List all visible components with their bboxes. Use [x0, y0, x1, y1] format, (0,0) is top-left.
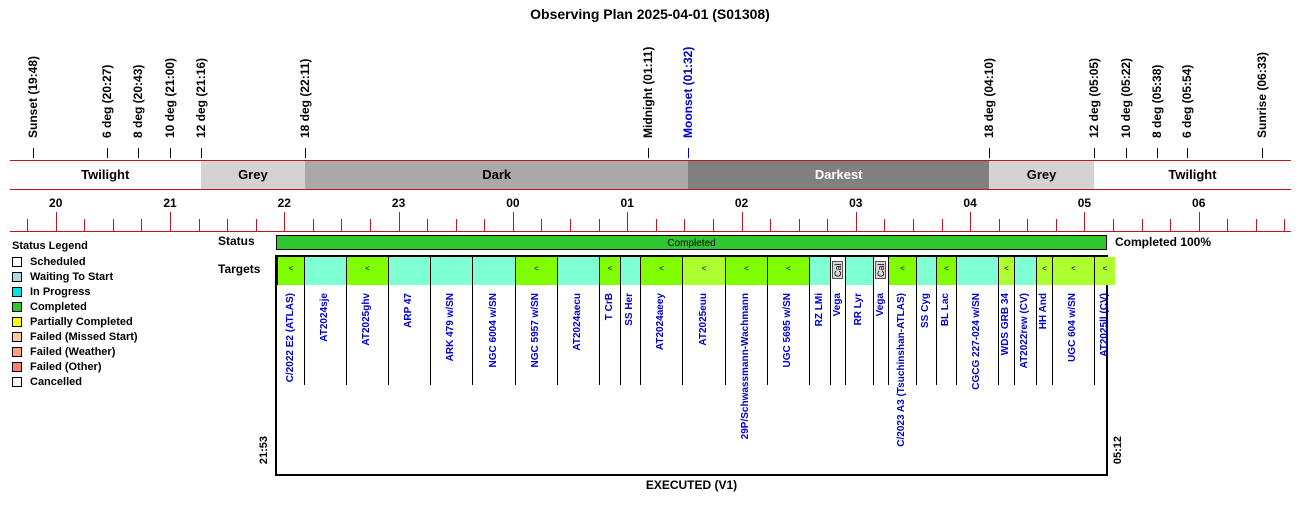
target-cell[interactable]: [557, 257, 599, 285]
target-separator: [557, 285, 558, 385]
legend-swatch: [12, 362, 22, 372]
quarter-tick: [256, 219, 257, 231]
target-marker: <: [701, 264, 707, 273]
quarter-tick: [541, 219, 542, 231]
target-cell[interactable]: [830, 257, 845, 285]
legend-label: Failed (Missed Start): [30, 331, 138, 343]
target-cell[interactable]: [430, 257, 472, 285]
target-separator: [830, 285, 831, 385]
target-name[interactable]: T CrB: [603, 293, 615, 321]
hour-tick: [170, 212, 171, 231]
legend-swatch: [12, 317, 22, 327]
target-separator: [599, 285, 600, 385]
event-label: 6 deg (05:54): [1180, 64, 1195, 138]
calibration-badge: Cal: [875, 261, 886, 279]
event-label: Sunset (19:48): [25, 55, 40, 138]
target-marker: <: [659, 264, 664, 273]
legend-item: [12, 376, 82, 390]
target-name[interactable]: Vega: [831, 293, 843, 317]
event-label: Moonset (01:32): [681, 46, 696, 138]
target-marker: <: [944, 264, 949, 273]
hour-label: 00: [506, 196, 520, 210]
legend-item: [12, 331, 138, 345]
target-separator: [640, 285, 641, 385]
quarter-tick: [1227, 219, 1228, 231]
period-dark: Dark: [305, 161, 688, 189]
status-bar[interactable]: Completed: [276, 235, 1107, 250]
target-separator: [873, 285, 874, 385]
legend-swatch: [12, 257, 22, 267]
quarter-tick: [484, 219, 485, 231]
quarter-tick: [141, 219, 142, 231]
quarter-tick: [942, 219, 943, 231]
quarter-tick: [1113, 219, 1114, 231]
legend-label: Failed (Other): [30, 361, 102, 373]
quarter-tick: [713, 219, 714, 231]
legend-label: Cancelled: [30, 376, 82, 388]
legend-label: Partially Completed: [30, 316, 133, 328]
period-grey: Grey: [989, 161, 1094, 189]
target-cell[interactable]: [936, 257, 956, 285]
quarter-tick: [427, 219, 428, 231]
target-separator: [845, 285, 846, 385]
event-tick: [648, 148, 649, 158]
target-name[interactable]: C/2023 A3 (Tsuchinshan-ATLAS): [896, 293, 907, 447]
target-separator: [430, 285, 431, 385]
legend-item: [12, 286, 91, 300]
target-cell[interactable]: [956, 257, 998, 285]
period-grey: Grey: [201, 161, 306, 189]
quarter-tick: [913, 219, 914, 231]
legend-item: [12, 271, 113, 285]
legend-item: [12, 346, 115, 360]
target-name[interactable]: AT2025ll (CV): [1098, 293, 1110, 357]
quarter-tick: [1256, 219, 1257, 231]
legend-label: In Progress: [30, 286, 91, 298]
quarter-tick: [199, 219, 200, 231]
target-separator: [620, 285, 621, 385]
hour-label: 22: [277, 196, 291, 210]
target-name[interactable]: HH And: [1038, 293, 1049, 330]
event-tick: [170, 148, 171, 158]
target-cell[interactable]: [888, 257, 916, 285]
target-name[interactable]: AT2024aeey: [655, 293, 666, 351]
hour-label: 21: [163, 196, 177, 210]
target-separator: [725, 285, 726, 385]
hour-tick: [627, 212, 628, 231]
target-marker: <: [1042, 264, 1047, 273]
legend-item: [12, 361, 102, 375]
plan-end-time: 05:12: [1112, 436, 1124, 465]
hour-tick: [399, 212, 400, 231]
target-name[interactable]: AT2022rew (CV): [1019, 293, 1030, 369]
plan-version-footer: EXECUTED (V1): [645, 478, 738, 492]
target-cell[interactable]: [1052, 257, 1094, 285]
quarter-tick: [999, 219, 1000, 231]
event-label: Midnight (01:11): [641, 46, 656, 138]
target-name[interactable]: AT2024sje: [319, 293, 330, 342]
target-cell[interactable]: [809, 257, 830, 285]
event-label: 12 deg (21:16): [193, 57, 208, 138]
target-cell[interactable]: [346, 257, 388, 285]
hour-label: 03: [849, 196, 863, 210]
targets-row-label: Targets: [218, 262, 261, 276]
hour-label: 06: [1192, 196, 1206, 210]
quarter-tick: [599, 219, 600, 231]
period-twilight: Twilight: [1094, 161, 1291, 189]
legend-item: [12, 301, 87, 315]
quarter-tick: [227, 219, 228, 231]
target-marker: <: [1071, 264, 1076, 273]
event-tick: [1126, 148, 1127, 158]
quarter-tick: [456, 219, 457, 231]
quarter-tick: [656, 219, 657, 231]
target-cell[interactable]: [916, 257, 936, 285]
target-cell[interactable]: [1014, 257, 1036, 285]
legend-label: Waiting To Start: [30, 271, 114, 283]
quarter-tick: [1170, 219, 1171, 231]
event-label: 10 deg (05:22): [1119, 57, 1134, 138]
event-tick: [1187, 148, 1188, 158]
target-cell[interactable]: [472, 257, 515, 285]
target-cell[interactable]: [1036, 257, 1052, 285]
hour-label: 01: [620, 196, 634, 210]
timeline-mid-line: [10, 189, 1291, 190]
quarter-tick: [113, 219, 114, 231]
legend-label: Scheduled: [30, 256, 86, 268]
target-separator: [767, 285, 768, 385]
quarter-tick: [1284, 219, 1285, 231]
target-cell[interactable]: [620, 257, 640, 285]
hour-label: 05: [1077, 196, 1092, 210]
target-separator: [304, 285, 305, 385]
legend-swatch: [12, 302, 22, 312]
event-tick: [989, 148, 990, 158]
target-separator: [472, 285, 473, 385]
target-name[interactable]: UGC 5695 w/SN: [782, 293, 793, 368]
quarter-tick: [1142, 219, 1143, 231]
target-marker: <: [288, 264, 294, 273]
target-name[interactable]: UGC 604 w/SN: [1067, 293, 1078, 362]
legend-swatch: [12, 377, 22, 387]
target-separator: [956, 285, 957, 385]
quarter-tick: [370, 219, 371, 231]
quarter-tick: [884, 219, 885, 231]
target-separator: [1036, 285, 1037, 385]
target-separator: [388, 285, 389, 385]
target-cell[interactable]: [599, 257, 620, 285]
target-cell[interactable]: [388, 257, 430, 285]
event-tick: [1262, 148, 1263, 158]
target-cell[interactable]: [725, 257, 767, 285]
target-separator: [515, 285, 516, 385]
target-separator: [1014, 285, 1015, 385]
target-name[interactable]: NGC 6004 w/SN: [487, 293, 499, 368]
target-name[interactable]: WDS GRB 34: [1000, 293, 1011, 356]
quarter-tick: [770, 219, 771, 231]
event-tick: [107, 148, 108, 158]
target-name[interactable]: Vega: [874, 293, 886, 317]
target-cell[interactable]: [682, 257, 725, 285]
legend-item: [12, 316, 133, 330]
legend-swatch: [12, 287, 22, 297]
target-name[interactable]: SS Cyg: [920, 293, 931, 329]
target-cell[interactable]: [304, 257, 346, 285]
target-separator: [346, 285, 347, 385]
legend-label: Completed: [30, 301, 87, 313]
target-cell[interactable]: [873, 257, 888, 285]
target-cell[interactable]: [515, 257, 557, 285]
hour-tick: [513, 212, 514, 231]
target-separator: [888, 285, 889, 385]
target-name[interactable]: NGC 5957 w/SN: [530, 293, 541, 368]
hour-tick: [742, 212, 743, 231]
quarter-tick: [570, 219, 571, 231]
hour-label: 23: [391, 196, 406, 210]
target-marker: <: [744, 264, 749, 273]
event-label: 10 deg (21:00): [163, 57, 178, 138]
target-marker: <: [607, 264, 613, 273]
quarter-tick: [827, 219, 828, 231]
quarter-tick: [27, 219, 28, 231]
event-tick: [1094, 148, 1095, 158]
event-label: 8 deg (05:38): [1149, 64, 1164, 138]
target-cell[interactable]: [998, 257, 1014, 285]
event-tick: [33, 148, 34, 158]
calibration-badge: Cal: [832, 261, 843, 279]
target-marker: <: [365, 264, 370, 273]
event-tick: [305, 148, 306, 158]
plan-title: Observing Plan 2025-04-01 (S01308): [530, 6, 770, 22]
legend-swatch: [12, 332, 22, 342]
hour-label: 02: [734, 196, 749, 210]
target-separator: [998, 285, 999, 385]
legend-item: [12, 256, 86, 270]
event-tick: [688, 148, 689, 158]
target-separator: [682, 285, 683, 385]
event-label: Sunrise (06:33): [1254, 51, 1269, 138]
quarter-tick: [84, 219, 85, 231]
hour-tick: [1084, 212, 1085, 231]
legend-swatch: [12, 272, 22, 282]
status-row-label: Status: [218, 234, 255, 248]
target-cell[interactable]: [277, 257, 304, 285]
target-marker: <: [534, 264, 539, 273]
target-marker: <: [786, 264, 791, 273]
target-name[interactable]: C/2022 E2 (ATLAS): [284, 293, 296, 383]
event-tick: [138, 148, 139, 158]
target-separator: [1052, 285, 1053, 385]
hour-tick: [56, 212, 57, 231]
legend-swatch: [12, 347, 22, 357]
hour-tick: [856, 212, 857, 231]
target-marker: <: [1004, 264, 1009, 273]
period-darkest: Darkest: [688, 161, 989, 189]
target-cell[interactable]: [640, 257, 682, 285]
target-name[interactable]: ARP 47: [403, 293, 414, 328]
event-label: 8 deg (20:43): [130, 64, 145, 138]
event-label: 12 deg (05:05): [1086, 57, 1101, 138]
period-twilight: Twilight: [10, 161, 201, 189]
legend-title: Status Legend: [12, 240, 88, 252]
quarter-tick: [313, 219, 314, 231]
target-cell[interactable]: [1094, 257, 1115, 285]
target-name[interactable]: SS Her: [624, 293, 635, 326]
target-separator: [809, 285, 810, 385]
target-separator: [1094, 285, 1095, 385]
target-marker: <: [1102, 264, 1108, 273]
timeline-bottom-line: [10, 231, 1291, 232]
target-cell[interactable]: [767, 257, 809, 285]
quarter-tick: [341, 219, 342, 231]
event-tick: [201, 148, 202, 158]
target-name[interactable]: AT2025ghv: [361, 293, 372, 346]
event-label: 6 deg (20:27): [100, 64, 115, 138]
event-label: 18 deg (04:10): [982, 57, 997, 138]
quarter-tick: [684, 219, 685, 231]
target-separator: [916, 285, 917, 385]
hour-label: 20: [49, 196, 63, 210]
target-name[interactable]: AT2025euu: [697, 293, 709, 346]
target-name[interactable]: BL Lac: [940, 293, 951, 327]
target-name[interactable]: AT2024aecu: [572, 293, 583, 351]
target-name[interactable]: RR Lyr: [853, 293, 864, 326]
quarter-tick: [1027, 219, 1028, 231]
hour-tick: [284, 212, 285, 231]
quarter-tick: [1056, 219, 1057, 231]
target-separator: [936, 285, 937, 385]
event-label: 18 deg (22:11): [298, 58, 313, 138]
hour-tick: [970, 212, 971, 231]
hour-label: 04: [963, 196, 977, 210]
quarter-tick: [799, 219, 800, 231]
event-tick: [1157, 148, 1158, 158]
target-name[interactable]: 29P/Schwassmann-Wachmann: [740, 293, 751, 440]
plan-start-time: 21:53: [258, 436, 270, 465]
target-name[interactable]: ARK 479 w/SN: [445, 293, 456, 362]
legend-label: Failed (Weather): [30, 346, 116, 358]
plan-box: [275, 255, 1108, 476]
target-name[interactable]: CGCG 227-024 w/SN: [971, 293, 982, 390]
target-marker: <: [900, 264, 905, 273]
hour-tick: [1199, 212, 1200, 231]
target-cell[interactable]: [845, 257, 873, 285]
target-name[interactable]: RZ LMi: [813, 293, 825, 327]
completion-percent: Completed 100%: [1115, 235, 1212, 249]
